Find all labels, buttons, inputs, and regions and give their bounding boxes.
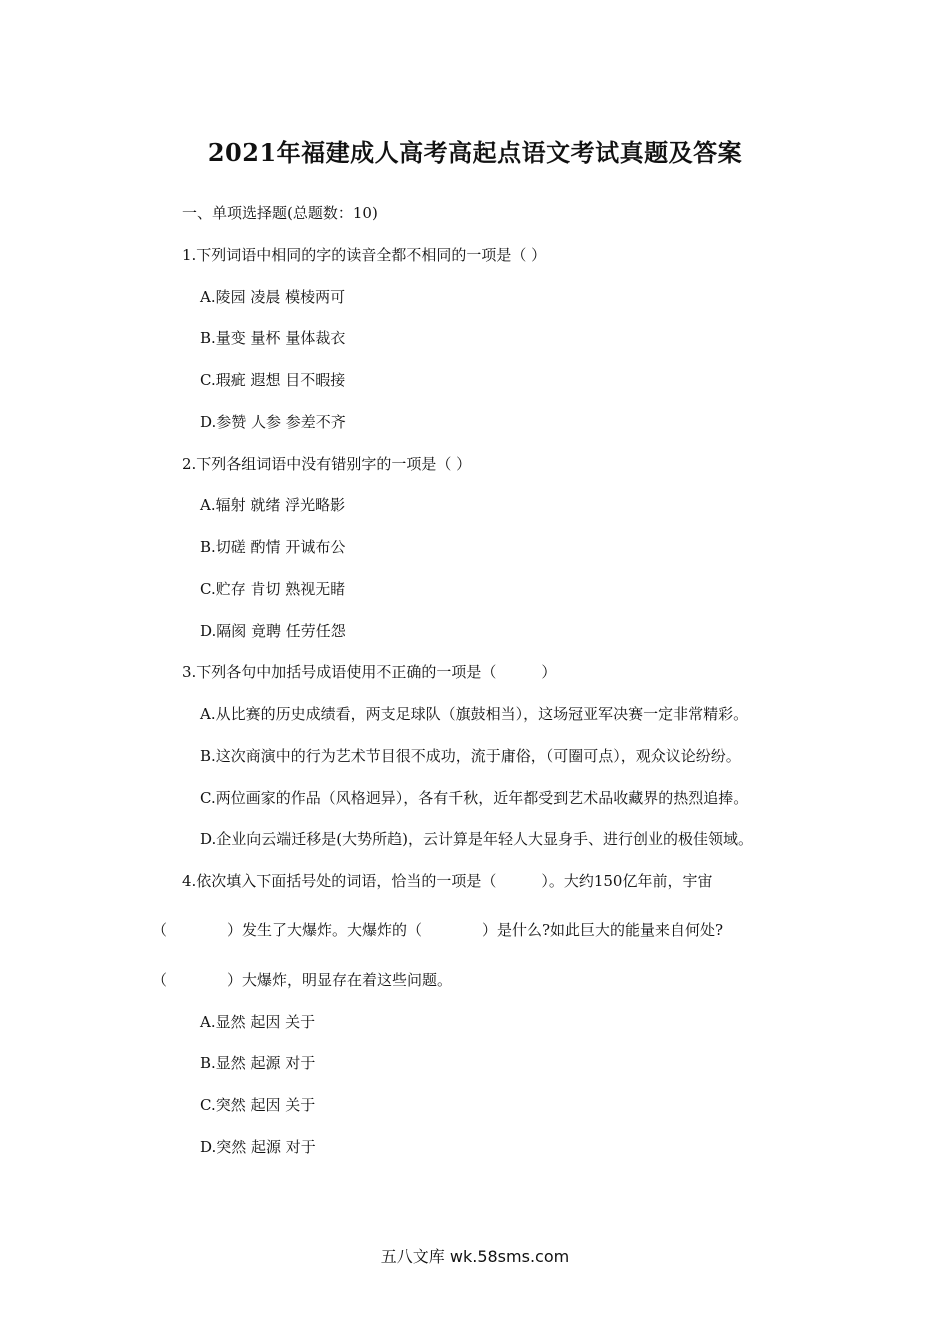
question-3-option-d: D.企业向云端迁移是(大势所趋)，云计算是年轻人大显身手、进行创业的极佳领域。 — [200, 830, 753, 848]
question-1-option-d: D.参赞 人参 参差不齐 — [200, 413, 346, 431]
section-heading: 一、单项选择题(总题数：10) — [182, 204, 378, 222]
question-1-option-b: B.量变 量杯 量体裁衣 — [200, 329, 346, 347]
document-title: 2021年福建成人高考高起点语文考试真题及答案 — [207, 138, 743, 167]
question-2-stem: 2.下列各组词语中没有错别字的一项是（ ） — [182, 455, 472, 473]
question-3-option-a: A.从比赛的历史成绩看，两支足球队（旗鼓相当），这场冠亚军决赛一定非常精彩。 — [200, 705, 749, 723]
question-1-option-c: C.瑕疵 遐想 目不暇接 — [200, 371, 346, 389]
question-3-option-b: B.这次商演中的行为艺术节目很不成功，流于庸俗，（可圈可点），观众议论纷纷。 — [200, 747, 741, 765]
page-footer-watermark: 五八文库 wk.58sms.com — [380, 1247, 570, 1266]
question-4-option-b: B.显然 起源 对于 — [200, 1054, 316, 1072]
question-3-option-c: C.两位画家的作品（风格迥异），各有千秋，近年都受到艺术品收藏界的热烈追捧。 — [200, 789, 749, 807]
question-4-stem: 4.依次填入下面括号处的词语，恰当的一项是（ ）。大约150亿年前，宇宙 — [182, 872, 713, 890]
question-2-option-d: D.隔阂 竟聘 任劳任怨 — [200, 622, 346, 640]
question-4-option-c: C.突然 起因 关于 — [200, 1096, 316, 1114]
question-2-option-b: B.切磋 酌情 开诚布公 — [200, 538, 346, 556]
question-2-option-c: C.贮存 肯切 熟视无睹 — [200, 580, 346, 598]
question-4-option-a: A.显然 起因 关于 — [200, 1013, 316, 1031]
question-1-stem: 1.下列词语中相同的字的读音全都不相同的一项是（ ） — [182, 246, 547, 264]
question-2-option-a: A.辐射 就绪 浮光略影 — [200, 496, 346, 514]
question-3-stem: 3.下列各句中加括号成语使用不正确的一项是（ ） — [182, 663, 557, 681]
question-4-stem-continued: （ ）发生了大爆炸。大爆炸的（ ）是什么?如此巨大的能量来自何处? — [152, 921, 724, 939]
question-4-stem-continued: （ ）大爆炸，明显存在着这些问题。 — [152, 971, 453, 989]
question-4-option-d: D.突然 起源 对于 — [200, 1138, 316, 1156]
question-1-option-a: A.陵园 凌晨 模棱两可 — [200, 288, 346, 306]
